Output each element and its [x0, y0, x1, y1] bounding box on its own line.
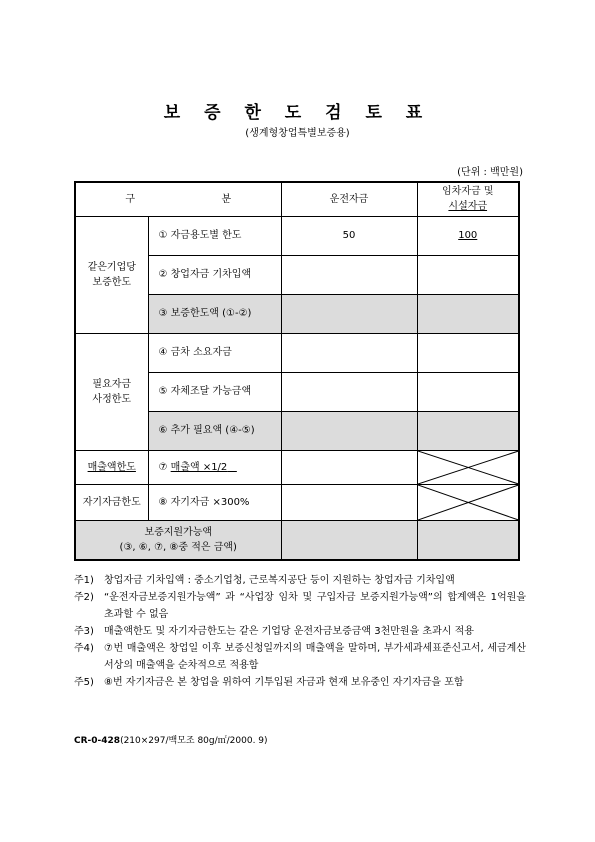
cross-out-mark [418, 485, 519, 520]
table-row [75, 450, 519, 484]
note-item [74, 640, 526, 674]
cross-out-mark [418, 451, 519, 484]
header-category [75, 182, 281, 216]
sales-limit-label: 매출액한도 [75, 450, 148, 484]
table-header-row [75, 182, 519, 216]
row4-lease-value[interactable] [417, 333, 519, 372]
group2-label-line1: 필요자금 [92, 378, 132, 390]
note-text: ⑧번 자기자금은 본 창업을 위하여 기투입된 자금과 현재 보유중인 자기자금을 포함 [104, 677, 464, 688]
sales-limit-crossed-cell [417, 450, 519, 484]
row6-lease-value[interactable] [417, 411, 519, 450]
row1-working-capital-value[interactable]: 50 [281, 216, 417, 255]
note-text: 매출액한도 및 자기자금한도는 같은 기업당 운전자금보증금액 3천만원을 초과시 적용 [104, 626, 474, 637]
note-label: 주5) [74, 677, 94, 688]
header-lease-line1: 임차자금 및 [442, 186, 494, 198]
equity-limit-value[interactable] [281, 484, 417, 520]
group2-label-line2: 사정한도 [92, 393, 132, 405]
sales-limit-value[interactable] [281, 450, 417, 484]
row6-working-capital-value[interactable] [281, 411, 417, 450]
equity-limit-label: 자기자금한도 [75, 484, 148, 520]
row3-working-capital-value[interactable] [281, 294, 417, 333]
summary-label [75, 520, 281, 560]
row5-working-capital-value[interactable] [281, 372, 417, 411]
note-item [74, 572, 526, 589]
equity-limit-item: ⑧ 자기자금 ×300% [148, 484, 281, 520]
header-gu: 구 [125, 193, 136, 205]
form-spec: (210×297/백모조 80g/㎡/2000. 9) [120, 736, 268, 746]
note-item [74, 623, 526, 640]
table-row [75, 484, 519, 520]
header-bun: 분 [221, 193, 232, 205]
table-row [75, 333, 519, 372]
equity-limit-crossed-cell [417, 484, 519, 520]
summary-line1: 보증지원가능액 [144, 526, 213, 538]
note-text: 창업자금 기차입액 : 중소기업청, 근로복지공단 등이 지원하는 창업자금 기차입액 [104, 575, 455, 586]
form-code: CR-0-428 [74, 736, 121, 746]
notes-section [74, 572, 526, 691]
summary-line2: (③, ⑥, ⑦, ⑧중 적은 금액) [119, 541, 237, 553]
note-text: ⑦번 매출액은 창업일 이후 보증신청일까지의 매출액을 말하며, 부가세과세표준신고서, 세금계산서상의 매출액을 순차적으로 적용함 [104, 643, 526, 671]
header-lease-facility [417, 182, 519, 216]
document-subtitle: (생계형창업특별보증용) [245, 128, 350, 139]
table-row [75, 520, 519, 560]
note-item [74, 589, 526, 623]
guarantee-limit-table [74, 181, 520, 561]
row5-item: ⑤ 자체조달 가능금액 [148, 372, 281, 411]
summary-working-capital-value[interactable] [281, 520, 417, 560]
row1-item: ① 자금용도별 한도 [148, 216, 281, 255]
row4-working-capital-value[interactable] [281, 333, 417, 372]
group1-label-line2: 보증한도 [92, 276, 132, 288]
row4-item: ④ 금차 소요자금 [148, 333, 281, 372]
row2-working-capital-value[interactable] [281, 255, 417, 294]
note-label: 주4) [74, 643, 94, 654]
row2-item: ② 창업자금 기차입액 [148, 255, 281, 294]
row3-lease-value[interactable] [417, 294, 519, 333]
note-item [74, 674, 526, 691]
row5-lease-value[interactable] [417, 372, 519, 411]
sales-limit-item-text: 매출액 ×1/2 [170, 461, 228, 473]
header-working-capital: 운전자금 [281, 182, 417, 216]
group2-label [75, 333, 148, 450]
sales-limit-item [148, 450, 281, 484]
form-footer [74, 733, 268, 746]
note-label: 주3) [74, 626, 94, 637]
row3-item: ③ 보증한도액 (①-②) [148, 294, 281, 333]
note-label: 주1) [74, 575, 94, 586]
document-title: 보 증 한 도 검 토 표 [163, 103, 432, 123]
summary-lease-value[interactable] [417, 520, 519, 560]
row2-lease-value[interactable] [417, 255, 519, 294]
row6-item: ⑥ 추가 필요액 (④-⑤) [148, 411, 281, 450]
sales-limit-item-num: ⑦ [158, 461, 168, 473]
unit-label: (단위 : 백만원) [457, 167, 523, 178]
group1-label-line1: 같은기업당 [87, 261, 136, 273]
note-text: “운전자금보증지원가능액” 과 “사업장 임차 및 구입자금 보증지원가능액”의 합계액은 1억원을 초과할 수 없음 [104, 592, 526, 620]
table-row [75, 216, 519, 255]
row1-lease-value[interactable]: 100 [417, 216, 519, 255]
header-lease-line2: 시설자금 [448, 201, 488, 213]
note-label: 주2) [74, 592, 94, 603]
group1-label [75, 216, 148, 333]
